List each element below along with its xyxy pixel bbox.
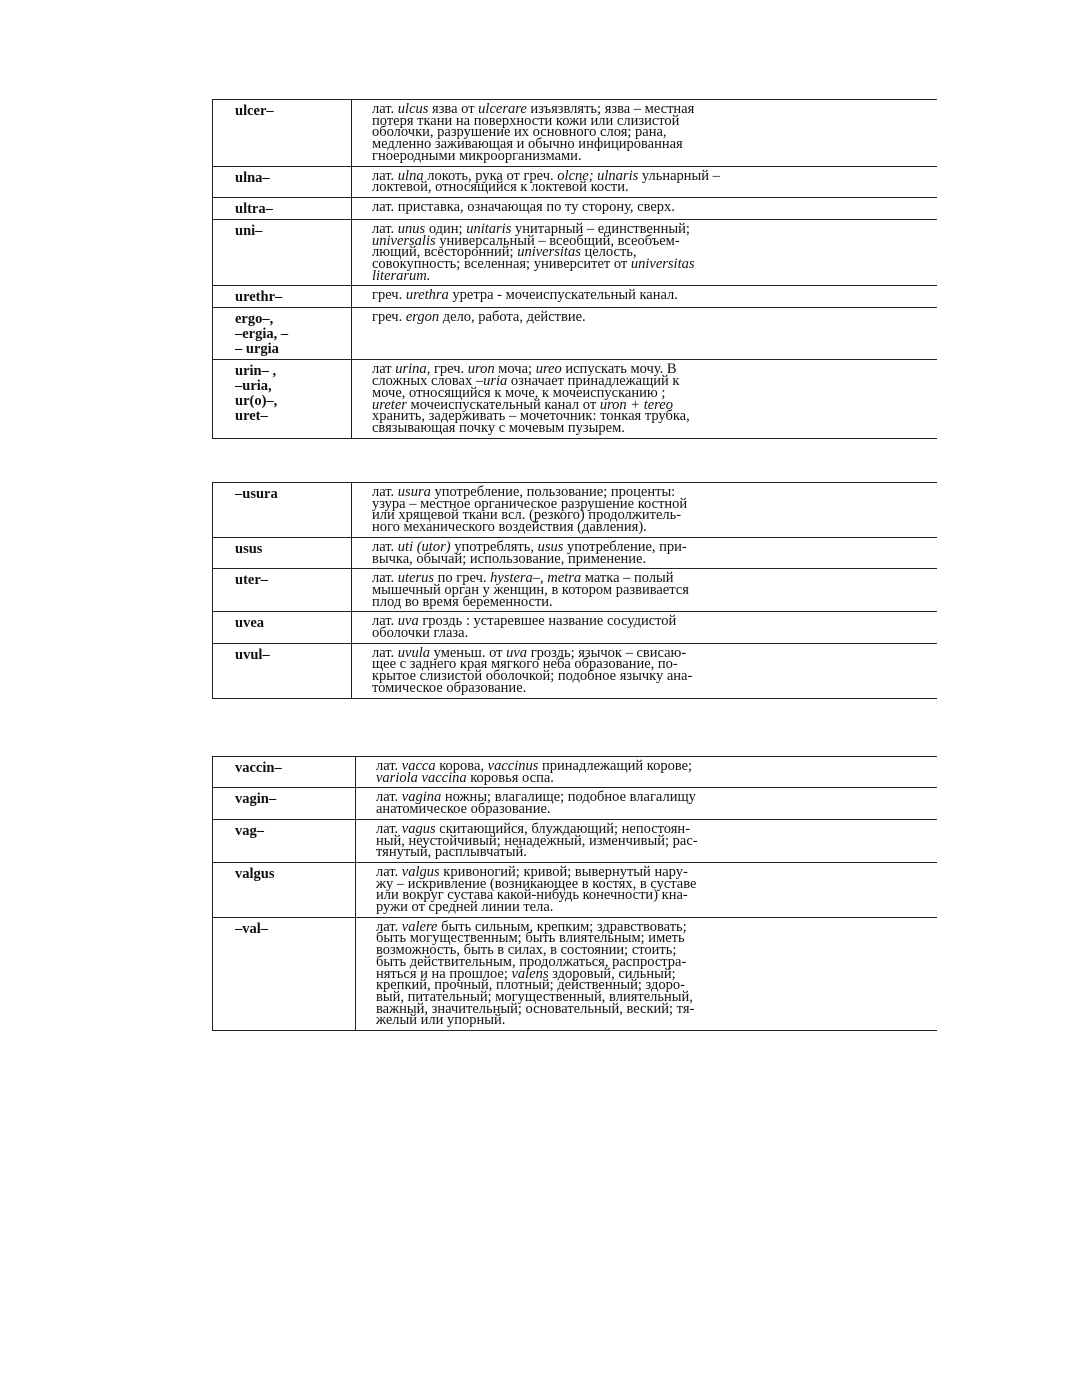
table-row [213,569,938,612]
definition-line: быть могущественным; быть влиятельным; иметь [376,930,685,947]
table-row [213,612,938,643]
table-row [213,483,938,538]
definition-line: лат. unus один; unitaris унитарный – единственный; [372,220,690,237]
definition-cell [352,537,938,568]
term-text: ur(o)–, [235,393,278,410]
definition-line: гноеродными микроорганизмами. [372,147,582,164]
definition-line: медленно заживающая и обычно инфицированная [372,136,683,153]
table-row [213,219,938,286]
table-row [213,819,938,862]
term-text: –val– [235,920,269,937]
definition-cell [352,483,938,538]
definition-line: universalis универсальный – всеобщий, всеобъем- [372,232,680,249]
table-row [213,788,938,819]
definition-line: потеря ткани на поверхности кожи или слизистой [372,112,680,129]
definition-line: быть действительным, продолжаться, распростра- [376,953,687,970]
term-cell [213,286,352,308]
definition-cell [356,757,938,788]
term-text: vagin– [235,791,277,808]
term-text: uvul– [235,646,270,663]
term-text: vag– [235,822,264,839]
definition-cell [352,360,938,438]
term-text: – urgia [235,341,279,358]
term-cell [213,612,352,643]
definition-line: важный, значительный; основательный, веский; тя- [376,1000,695,1017]
definition-line: лат. ulcus язва от ulcerare изъязвлять; язва – местная [372,101,695,117]
definition-line: томическое образование. [372,679,527,696]
term-text: vaccin– [235,760,282,776]
term-cell [213,819,356,862]
definition-cell [352,308,938,360]
dictionary-table-1 [212,99,937,439]
term-cell [213,757,356,788]
term-cell [213,197,352,219]
table-row [213,197,938,219]
term-text: uter– [235,572,269,589]
table-body [213,483,938,699]
definition-line: лат urina, греч. uron моча; ureo испускать мочу. В [372,361,677,378]
definition-line: няться и на прошлое; valens здоровый, сильный; [376,965,676,982]
term-cell [213,483,352,538]
dictionary-table-2 [212,482,937,699]
term-text: –uria, [235,378,272,395]
definition-line: вычка, обычай; использование, применение. [372,550,647,567]
definition-line: лющий, всесторонний; universitas целость, [372,244,637,261]
table-row [213,643,938,698]
definition-cell [352,643,938,698]
term-text: usus [235,540,263,557]
definition-line: греч. ergon дело, работа, действие. [372,309,586,326]
table-row [213,757,938,788]
definition-line: оболочки, разрушение их основного слоя; рана, [372,124,667,141]
definition-line: узура – местное органическое разрушение костной [372,495,688,512]
table-row [213,166,938,197]
definition-cell [352,569,938,612]
term-cell [213,643,352,698]
definition-line: оболочки глаза. [372,625,469,642]
definition-line: плод во время беременности. [372,593,553,610]
definition-cell [352,100,938,167]
term-text: urethr– [235,289,283,306]
definition-cell [356,819,938,862]
term-cell [213,166,352,197]
term-cell [213,537,352,568]
definition-line: лат. uvula уменьш. от uva гроздь; язычок – свисаю- [372,644,687,661]
term-text: uni– [235,222,263,239]
definition-line: literarum. [372,267,431,284]
definition-line: лат. приставка, означающая по ту сторону, сверх. [372,198,675,215]
definition-line: лат. vagina ножны; влагалище; подобное влагалищу [376,789,696,806]
term-text: uret– [235,408,268,425]
term-cell [213,917,356,1030]
term-text: –usura [235,486,278,502]
term-text: urin– , [235,363,277,380]
table-body [213,100,938,439]
table-body [213,757,938,1031]
term-text: ulcer– [235,103,274,119]
definition-line: ружи от средней линии тела. [376,899,554,916]
definition-line: тянутый, расплывчатый. [376,844,527,861]
term-text: ulna– [235,169,270,186]
term-text: uvea [235,615,264,632]
definition-line: ureter мочеиспускательный канал от uron + tereo [372,396,673,413]
term-text: ergo–, [235,311,274,328]
definition-line: или хрящевой ткани вcл. (резкого) продолжитель- [372,507,682,524]
term-cell [213,100,352,167]
definition-line: ный, неустойчивый; ненадежный, изменчивый; рас- [376,832,698,849]
definition-line: ного механического воздействия (давления). [372,519,647,536]
definition-line: моче, относящийся к моче, к мочеиспусканию ; [372,384,666,401]
definition-line: совокупность; вселенная; университет от universitas [372,256,695,273]
definition-line: греч. urethra уретра - мочеиспускательный канал. [372,287,678,304]
definition-line: локтевой, относящийся к локтевой кости. [372,179,629,196]
definition-line: лат. vacca корова, vaccinus принадлежащий корове; [376,758,693,774]
definition-line: хранить, задерживать – мочеточник: тонкая трубка, [372,408,690,425]
definition-line: лат. uterus по греч. hystera–, metra матка – полый [372,570,674,587]
definition-line: желый или упорный. [376,1012,506,1029]
dictionary-table-3 [212,756,937,1031]
definition-line: лат. uva гроздь : устаревшее название сосудистой [372,613,677,630]
definition-line: сложных словах –uria означает принадлежащий к [372,373,680,390]
term-cell [213,862,356,917]
definition-line: лат. vagus скитающийся, блуждающий; непостоян- [376,820,691,837]
definition-cell [352,612,938,643]
table-row [213,100,938,167]
table-row [213,917,938,1030]
table-row [213,308,938,360]
table-row [213,286,938,308]
definition-cell [356,917,938,1030]
definition-line: лат. valgus кривоногий; кривой; вывернутый нару- [376,863,688,880]
term-cell [213,788,356,819]
definition-cell [356,862,938,917]
definition-cell [352,219,938,286]
definition-line: лат. ulna локоть, рука от греч. olcne; ulnaris ульнарный – [372,167,720,184]
definition-cell [356,788,938,819]
term-cell [213,219,352,286]
table-row [213,537,938,568]
definition-cell [352,197,938,219]
definition-line: щее с заднего края мягкого неба образование, по- [372,656,678,673]
table-row [213,862,938,917]
definition-line: мышечный орган у женщин, в котором развивается [372,581,689,598]
table-row [213,360,938,438]
definition-cell [352,286,938,308]
definition-line: лат. valere быть сильным, крепким; здравствовать; [376,918,687,935]
definition-line: вый, питательный; могущественный, влиятельный, [376,988,693,1005]
term-text: ultra– [235,200,273,217]
definition-line: крытое слизистой оболочкой; подобное язычку ана- [372,668,693,685]
term-cell [213,569,352,612]
term-cell [213,308,352,360]
definition-line: жу – искривление (возникающее в костях, в суставе [376,875,697,892]
definition-line: возможность, быть в силах, в состоянии; стоить; [376,942,677,959]
definition-line: крепкий, прочный, плотный; действенный; здоро- [376,977,685,994]
definition-line: лат. uti (utor) употреблять, usus употребление, при- [372,538,687,555]
term-cell [213,360,352,438]
term-text: –ergia, – [235,326,289,343]
term-text: valgus [235,865,275,882]
definition-line: или вокруг сустава какой-нибудь конечности) кна- [376,887,688,904]
definition-line: variola vaccina коровья оспа. [376,769,554,786]
definition-line: анатомическое образование. [376,801,551,818]
definition-line: лат. usura употребление, пользование; проценты: [372,484,676,500]
definition-cell [352,166,938,197]
definition-line: связывающая почку с мочевым пузырем. [372,419,625,436]
